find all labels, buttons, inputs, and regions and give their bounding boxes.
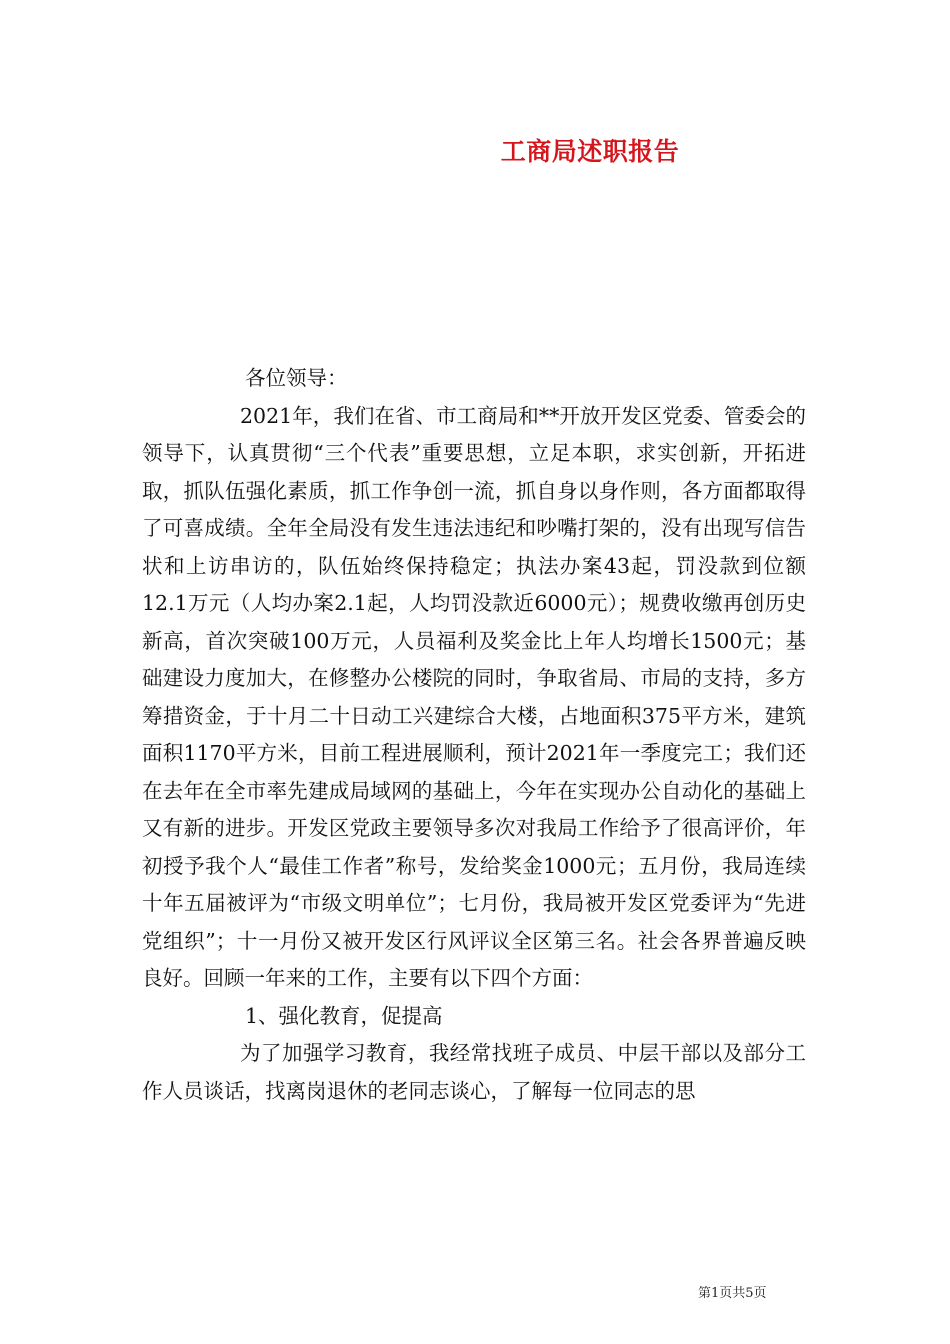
paragraph-1: 2021年，我们在省、市工商局和**开放开发区党委、管委会的领导下，认真贯彻“三个代表”重要思想，立足本职，求实创新，开拓进取，抓队伍强化素质，抓工作争创一流，抓自身以身作则，各方面都取得了可喜成绩。全年全局没有发生违法违纪和吵嘴打架的，没有出现写信告状和上访串访的，队伍始终保持稳定；执法办案43起，罚没款到位额12.1万元（人均办案2.1起，人均罚没款近6000元）；规费收缴再创历史新高，首次突破100万元，人员福利及奖金比上年人均增长1500元；基础建设力度加大，在修整办公楼院的同时，争取省局、市局的支持，多方筹措资金，于十月二十日动工兴建综合大楼，占地面积375平方米，建筑面积1170平方米，目前工程进展顺利，预计2021年一季度完工；我们还在去年在全市率先建成局域网的基础上，今年在实现办公自动化的基础上又有新的进步。开发区党政主要领导多次对我局工作给予了很高评价，年初授予我个人“最佳工作者”称号，发给奖金1000元；五月份，我局连续十年五届被评为“市级文明单位”；七月份，我局被开发区党委评为“先进党组织”；十一月份又被开发区行风评议全区第三名。社会各界普遍反映良好。回顾一年来的工作，主要有以下四个方面： [142, 403, 806, 990]
document-title: 工商局述职报告 [500, 137, 680, 166]
section-heading-1: 1、强化教育，促提高 [245, 1003, 443, 1028]
salutation: 各位领导： [245, 366, 348, 390]
document-body [142, 360, 806, 1110]
page-indicator: 第1页共5页 [698, 1286, 767, 1301]
paragraph-2: 为了加强学习教育，我经常找班子成员、中层干部以及部分工作人员谈话，找离岗退休的老同志谈心，了解每一位同志的思 [142, 1041, 806, 1103]
